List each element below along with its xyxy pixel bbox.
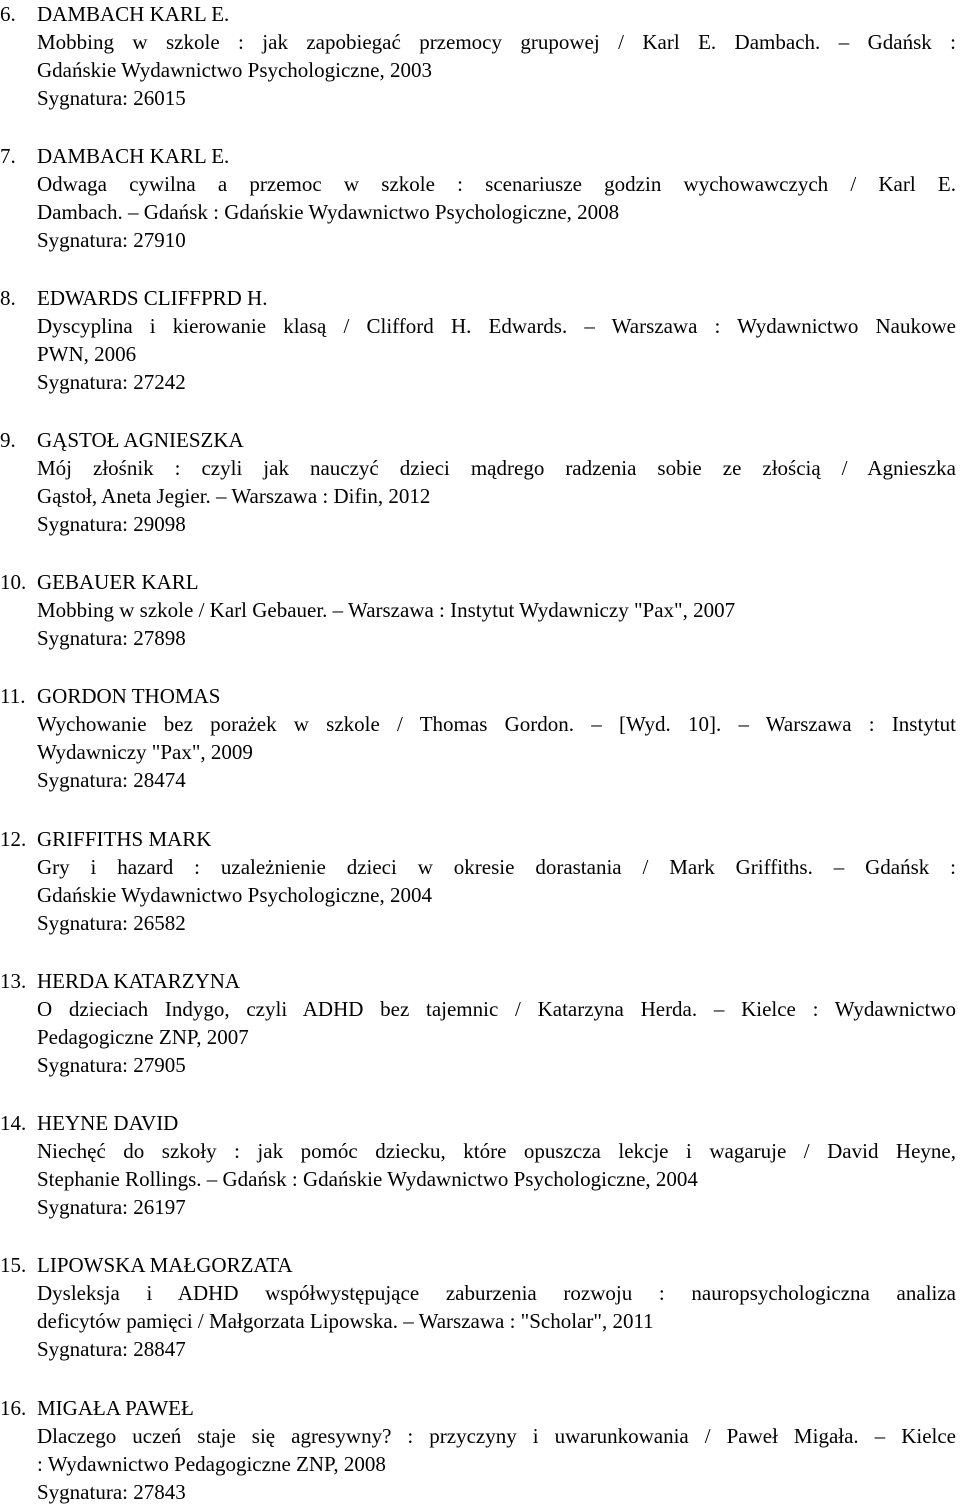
entry-number: 13. [0,969,27,993]
entry-description-line: Stephanie Rollings. – Gdańsk : Gdańskie Wydawnictwo Psychologiczne, 2004 [37,1167,698,1191]
entry-description-line: Gąstoł, Aneta Jegier. – Warszawa : Difin, 2012 [37,484,431,508]
entry-signature: Sygnatura: 28847 [37,1337,186,1361]
entry-number: 15. [0,1253,27,1277]
entry-description-line: Mobbing w szkole : jak zapobiegać przemocy grupowej / Karl E. Dambach. – Gdańsk : [37,30,956,54]
entry-description-line: Dyscyplina i kierowanie klasą / Clifford H. Edwards. – Warszawa : Wydawnictwo Naukowe [37,314,956,338]
entry-number: 8. [0,286,16,310]
entry-author: EDWARDS CLIFFPRD H. [37,286,268,310]
entry-description-line: Gry i hazard : uzależnienie dzieci w okresie dorastania / Mark Griffiths. – Gdańsk : [37,855,956,879]
entry-description-line: deficytów pamięci / Małgorzata Lipowska. – Warszawa : "Scholar", 2011 [37,1309,654,1333]
entry-signature: Sygnatura: 27242 [37,370,186,394]
entry-description-line: Pedagogiczne ZNP, 2007 [37,1025,249,1049]
entry-signature: Sygnatura: 28474 [37,768,186,792]
entry-number: 12. [0,827,27,851]
entry-signature: Sygnatura: 27905 [37,1053,186,1077]
entry-author: DAMBACH KARL E. [37,2,230,26]
entry-author: HEYNE DAVID [37,1111,179,1135]
entry-author: MIGAŁA PAWEŁ [37,1396,194,1420]
entry-number: 14. [0,1111,27,1135]
entry-author: DAMBACH KARL E. [37,144,230,168]
entry-author: HERDA KATARZYNA [37,969,241,993]
entry-description-line: PWN, 2006 [37,342,137,366]
entry-number: 9. [0,428,16,452]
entry-description-line: Dambach. – Gdańsk : Gdańskie Wydawnictwo Psychologiczne, 2008 [37,200,620,224]
entry-signature: Sygnatura: 27843 [37,1480,186,1504]
entry-signature: Sygnatura: 26015 [37,86,186,110]
entry-description-line: Mobbing w szkole / Karl Gebauer. – Warszawa : Instytut Wydawniczy "Pax", 2007 [37,598,736,622]
entry-signature: Sygnatura: 26582 [37,911,186,935]
entry-description-line: Niechęć do szkoły : jak pomóc dziecku, które opuszcza lekcje i wagaruje / David Heyne, [37,1139,956,1163]
entry-signature: Sygnatura: 27898 [37,626,186,650]
entry-signature: Sygnatura: 29098 [37,512,186,536]
entry-description-line: Wydawniczy "Pax", 2009 [37,740,253,764]
entry-description-line: O dzieciach Indygo, czyli ADHD bez tajemnic / Katarzyna Herda. – Kielce : Wydawnictwo [37,997,956,1021]
entry-number: 7. [0,144,16,168]
entry-author: GĄSTOŁ AGNIESZKA [37,428,244,452]
entry-description-line: Gdańskie Wydawnictwo Psychologiczne, 2004 [37,883,432,907]
entry-author: GORDON THOMAS [37,684,221,708]
entry-description-line: Gdańskie Wydawnictwo Psychologiczne, 2003 [37,58,432,82]
entry-description-line: : Wydawnictwo Pedagogiczne ZNP, 2008 [37,1452,386,1476]
entry-signature: Sygnatura: 27910 [37,228,186,252]
entry-number: 16. [0,1396,27,1420]
entry-description-line: Mój złośnik : czyli jak nauczyć dzieci mądrego radzenia sobie ze złością / Agnieszka [37,456,956,480]
entry-author: LIPOWSKA MAŁGORZATA [37,1253,293,1277]
entry-author: GEBAUER KARL [37,570,199,594]
entry-number: 11. [0,684,26,708]
entry-description-line: Odwaga cywilna a przemoc w szkole : scenariusze godzin wychowawczych / Karl E. [37,172,956,196]
entry-description-line: Dysleksja i ADHD współwystępujące zaburzenia rozwoju : nauropsychologiczna analiza [37,1281,956,1305]
entry-description-line: Dlaczego uczeń staje się agresywny? : przyczyny i uwarunkowania / Paweł Migała. – Kielce [37,1424,956,1448]
entry-number: 10. [0,570,27,594]
entry-description-line: Wychowanie bez porażek w szkole / Thomas Gordon. – [Wyd. 10]. – Warszawa : Instytut [37,712,956,736]
entry-number: 6. [0,2,16,26]
entry-signature: Sygnatura: 26197 [37,1195,186,1219]
entry-author: GRIFFITHS MARK [37,827,212,851]
